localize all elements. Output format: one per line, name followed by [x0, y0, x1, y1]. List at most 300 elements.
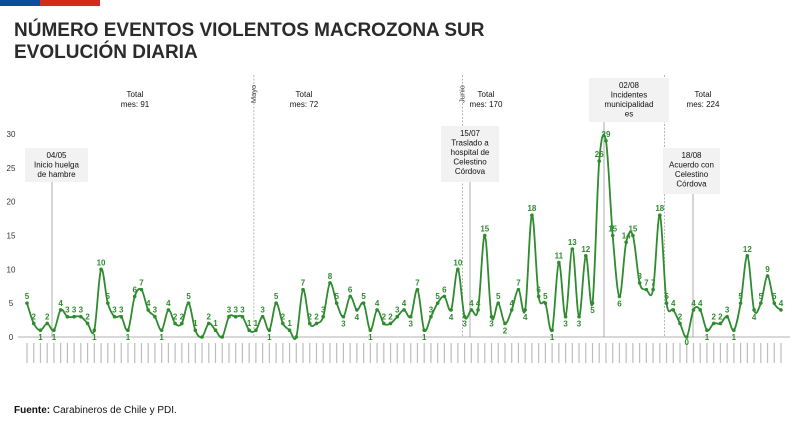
x-tick-label	[639, 343, 640, 363]
data-point	[476, 308, 480, 312]
x-tick-label	[760, 343, 761, 363]
data-point	[470, 308, 474, 312]
x-tick-label	[518, 343, 519, 363]
data-point	[456, 268, 460, 272]
x-tick-label	[733, 343, 734, 363]
annotation-text: 15/07	[459, 129, 481, 138]
data-label: 2	[718, 312, 723, 322]
data-label: 5	[186, 292, 191, 302]
x-tick-label	[80, 343, 81, 363]
x-tick-label	[289, 343, 290, 363]
data-point	[146, 308, 150, 312]
data-label: 10	[96, 258, 106, 268]
x-tick-label	[275, 343, 276, 363]
data-point	[719, 322, 723, 326]
x-tick-label	[511, 343, 512, 363]
data-point	[550, 328, 554, 332]
x-tick-label	[572, 343, 573, 363]
x-tick-label	[565, 343, 566, 363]
chart-title-line-2: EVOLUCIÓN DIARIA	[14, 42, 198, 63]
x-tick-label	[53, 343, 54, 363]
data-point	[52, 328, 56, 332]
x-tick-label	[727, 343, 728, 363]
x-tick-label	[693, 343, 694, 363]
data-point	[72, 315, 76, 319]
data-label: 5	[496, 292, 501, 302]
data-label: 2	[388, 312, 393, 322]
data-label: 4	[448, 312, 454, 322]
data-label: 0	[684, 338, 689, 347]
x-tick-label	[706, 343, 707, 363]
x-tick-label	[605, 343, 606, 363]
data-label: 13	[567, 238, 577, 248]
x-tick-label	[329, 343, 330, 363]
data-label: 1	[159, 333, 164, 343]
data-label: 5	[738, 292, 743, 302]
month-total-line-1: Total	[477, 90, 495, 99]
data-point	[133, 295, 137, 299]
data-label: 1	[213, 319, 218, 329]
data-point	[645, 288, 649, 292]
x-tick-label	[282, 343, 283, 363]
x-tick-label	[195, 343, 196, 363]
data-label: 3	[65, 305, 70, 315]
data-label: 4	[671, 298, 676, 308]
y-tick-label: 25	[6, 163, 16, 173]
data-label: 4	[401, 298, 407, 308]
data-label: 4	[475, 298, 481, 308]
data-label: 1	[246, 319, 252, 329]
data-label: 5	[772, 292, 777, 302]
x-tick-label	[161, 343, 162, 363]
x-tick-label	[652, 343, 653, 363]
x-tick-label	[397, 343, 398, 363]
x-tick-label	[188, 343, 189, 363]
data-point	[665, 301, 669, 305]
data-point	[227, 315, 231, 319]
data-point	[692, 308, 696, 312]
data-point	[281, 322, 285, 326]
x-tick-label	[538, 343, 539, 363]
x-tick-label	[296, 343, 297, 363]
x-tick-label	[774, 343, 775, 363]
data-label: 7	[415, 278, 420, 288]
annotation-text: 18/08	[681, 151, 702, 160]
x-tick-label	[632, 343, 633, 363]
data-point	[496, 301, 500, 305]
data-point	[651, 288, 655, 292]
chart-title-line-1: NÚMERO EVENTOS VIOLENTOS MACROZONA SUR	[14, 20, 485, 41]
x-tick-label	[390, 343, 391, 363]
data-point	[732, 328, 736, 332]
x-tick-label	[181, 343, 182, 363]
data-point	[328, 281, 332, 285]
x-tick-label	[626, 343, 627, 363]
annotation-text: Córdova	[454, 167, 486, 176]
data-point	[510, 308, 514, 312]
data-label: 1	[287, 319, 292, 329]
data-label: 14	[621, 231, 631, 241]
data-point	[301, 288, 305, 292]
data-label: 3	[78, 305, 84, 315]
annotation-text: Celestino	[674, 170, 709, 179]
data-point	[422, 328, 426, 332]
x-tick-label	[767, 343, 768, 363]
y-tick-label: 10	[6, 265, 16, 275]
data-label: 12	[581, 244, 591, 254]
x-tick-label	[552, 343, 553, 363]
data-label: 3	[260, 305, 265, 315]
data-point	[59, 308, 63, 312]
data-label: 7	[650, 278, 656, 288]
x-tick-label	[673, 343, 674, 363]
data-label: 3	[119, 305, 124, 315]
x-tick-label	[175, 343, 176, 363]
x-tick-label	[417, 343, 418, 363]
data-point	[591, 301, 595, 305]
data-label: 1	[421, 333, 427, 343]
data-point	[32, 322, 36, 326]
x-tick-label	[383, 343, 384, 363]
x-tick-label	[40, 343, 41, 363]
data-point	[772, 301, 776, 305]
y-tick-label: 15	[6, 231, 16, 241]
data-point	[247, 328, 251, 332]
data-label: 11	[554, 251, 564, 261]
data-point	[268, 328, 272, 332]
data-point	[638, 281, 642, 285]
data-label: 1	[51, 333, 57, 343]
x-tick-label	[148, 343, 149, 363]
x-tick-label	[316, 343, 317, 363]
data-label: 5	[758, 292, 764, 302]
x-tick-label	[356, 343, 357, 363]
data-point	[631, 234, 635, 238]
data-label: 8	[637, 271, 642, 281]
x-tick-label	[201, 343, 202, 363]
y-tick-label: 5	[8, 299, 14, 309]
data-point	[308, 322, 312, 326]
data-label: 1	[731, 333, 737, 343]
y-tick-label: 30	[6, 130, 16, 139]
data-label: 3	[462, 319, 467, 329]
data-label: 3	[341, 319, 346, 329]
annotation-text: 04/05	[46, 151, 67, 160]
x-tick-label	[26, 343, 27, 363]
data-label: 2	[502, 326, 508, 336]
x-tick-label	[249, 343, 250, 363]
x-tick-label	[376, 343, 377, 363]
data-point	[119, 315, 123, 319]
x-tick-label	[403, 343, 404, 363]
data-label: 15	[480, 224, 490, 234]
source-note	[14, 405, 177, 416]
data-label: 6	[536, 285, 541, 295]
data-point	[187, 301, 191, 305]
data-label: 2	[307, 312, 312, 322]
x-tick-label	[747, 343, 748, 363]
x-tick-label	[114, 343, 115, 363]
data-point	[584, 254, 588, 258]
data-point	[678, 322, 682, 326]
data-label: 18	[655, 204, 665, 214]
data-label: 4	[778, 298, 784, 308]
data-label: 5	[543, 292, 548, 302]
data-label: 6	[347, 285, 353, 295]
x-tick-label	[350, 343, 351, 363]
data-label: 3	[240, 305, 245, 315]
data-label: 3	[112, 305, 117, 315]
data-label: 3	[233, 305, 238, 315]
data-label: 3	[152, 305, 158, 315]
data-point	[618, 295, 622, 299]
data-label: 2	[179, 312, 185, 322]
x-tick-label	[100, 343, 101, 363]
data-point	[597, 159, 601, 163]
data-label: 1	[704, 333, 710, 343]
data-point	[160, 328, 164, 332]
x-tick-label	[491, 343, 492, 363]
data-point	[315, 322, 319, 326]
x-tick-label	[504, 343, 505, 363]
data-label: 2	[85, 312, 90, 322]
data-point	[194, 328, 198, 332]
x-tick-label	[471, 343, 472, 363]
data-label: 7	[139, 278, 144, 288]
data-label: 1	[267, 333, 272, 343]
data-point	[180, 322, 184, 326]
x-tick-label	[154, 343, 155, 363]
x-tick-label	[592, 343, 593, 363]
x-tick-label	[323, 343, 324, 363]
data-label: 6	[617, 299, 622, 309]
annotation-text: municipalidad	[604, 100, 654, 109]
data-point	[557, 261, 561, 265]
data-label: 3	[724, 305, 730, 315]
data-label: 2	[677, 312, 683, 322]
data-point	[39, 328, 43, 332]
x-tick-label	[127, 343, 128, 363]
data-label: 4	[697, 298, 703, 308]
data-point	[153, 315, 157, 319]
data-point	[483, 234, 487, 238]
x-tick-label	[713, 343, 714, 363]
data-point	[517, 288, 521, 292]
y-tick-label: 20	[6, 197, 16, 207]
data-point	[490, 315, 494, 319]
data-point	[261, 315, 265, 319]
data-label: 5	[590, 306, 595, 316]
data-point	[779, 308, 783, 312]
data-point	[214, 328, 218, 332]
data-point	[321, 315, 325, 319]
data-label: 4	[509, 298, 514, 308]
data-point	[288, 328, 292, 332]
month-total-line-2: mes: 224	[686, 100, 720, 109]
x-tick-label	[430, 343, 431, 363]
data-point	[86, 322, 90, 326]
annotation-text: Córdova	[676, 179, 707, 189]
x-tick-label	[302, 343, 303, 363]
data-label: 3	[226, 305, 232, 315]
x-tick-label	[619, 343, 620, 363]
x-tick-label	[262, 343, 263, 363]
data-point	[416, 288, 420, 292]
month-total-line-2: mes: 170	[469, 100, 503, 109]
data-point	[167, 308, 171, 312]
data-label: 2	[314, 312, 319, 322]
data-label: 15	[608, 224, 618, 234]
annotation-text: Traslado a	[451, 138, 489, 148]
data-point	[99, 268, 103, 272]
x-tick-label	[410, 343, 411, 363]
data-point	[173, 322, 177, 326]
data-label: 8	[327, 271, 333, 281]
data-label: 3	[71, 305, 77, 315]
data-point	[402, 308, 406, 312]
x-tick-label	[578, 343, 579, 363]
data-point	[375, 308, 379, 312]
data-point	[449, 308, 453, 312]
x-tick-label	[612, 343, 613, 363]
annotation-text: Acuerdo con	[669, 160, 714, 170]
x-tick-label	[74, 343, 75, 363]
data-label: 2	[44, 312, 50, 322]
data-point	[725, 315, 729, 319]
data-label: 3	[320, 305, 326, 315]
x-tick-label	[33, 343, 34, 363]
x-tick-label	[464, 343, 465, 363]
data-point	[658, 213, 662, 217]
x-tick-label	[94, 343, 95, 363]
x-tick-label	[228, 343, 229, 363]
x-tick-label	[679, 343, 680, 363]
month-total-line-1: Total	[694, 90, 712, 99]
data-label: 3	[576, 319, 582, 329]
data-label: 1	[253, 319, 259, 329]
data-label: 9	[765, 265, 770, 275]
x-tick-label	[242, 343, 243, 363]
data-point	[671, 308, 675, 312]
x-tick-label	[222, 343, 223, 363]
x-tick-label	[168, 343, 169, 363]
data-point	[436, 301, 440, 305]
data-point	[503, 322, 507, 326]
data-point	[712, 322, 716, 326]
data-label: 5	[334, 292, 339, 302]
data-point	[45, 322, 49, 326]
data-point	[25, 301, 29, 305]
data-label: 4	[166, 298, 171, 308]
annotation-text: Incidentes	[610, 90, 648, 100]
data-point	[369, 328, 373, 332]
data-point	[395, 315, 399, 319]
data-label: 2	[280, 312, 286, 322]
x-tick-label	[134, 343, 135, 363]
x-tick-label	[255, 343, 256, 363]
x-tick-label	[585, 343, 586, 363]
x-tick-label	[107, 343, 108, 363]
data-point	[140, 288, 144, 292]
data-label: 1	[193, 319, 198, 329]
x-tick-label	[525, 343, 526, 363]
data-point	[577, 315, 581, 319]
x-tick-label	[235, 343, 236, 363]
data-label: 4	[145, 298, 151, 308]
data-point	[443, 295, 447, 299]
x-tick-label	[545, 343, 546, 363]
data-point	[389, 322, 393, 326]
data-label: 4	[354, 312, 360, 322]
data-point	[294, 335, 298, 339]
data-label: 1	[38, 333, 43, 343]
x-tick-label	[599, 343, 600, 363]
x-tick-label	[498, 343, 499, 363]
data-label: 5	[361, 292, 366, 302]
data-label: 12	[742, 244, 752, 254]
data-point	[698, 308, 702, 312]
annotation-text: hospital de	[450, 148, 490, 157]
x-tick-label	[121, 343, 122, 363]
data-point	[523, 308, 527, 312]
x-tick-label	[531, 343, 532, 363]
data-point	[530, 213, 534, 217]
data-label: 29	[601, 129, 611, 139]
x-tick-label	[67, 343, 68, 363]
data-point	[66, 315, 70, 319]
data-label: 3	[489, 319, 494, 329]
data-label: 6	[132, 285, 137, 295]
y-tick-label: 0	[8, 333, 14, 342]
data-point	[739, 301, 743, 305]
data-label: 7	[516, 278, 521, 288]
data-label: 4	[691, 298, 696, 308]
data-label: 1	[549, 333, 555, 343]
data-label: 4	[522, 312, 528, 322]
x-tick-label	[47, 343, 48, 363]
data-label: 5	[24, 292, 30, 302]
x-tick-label	[336, 343, 337, 363]
x-tick-label	[444, 343, 445, 363]
data-label: 2	[206, 312, 211, 322]
x-tick-label	[269, 343, 270, 363]
source-label: Fuente:	[14, 405, 51, 416]
x-tick-label	[343, 343, 344, 363]
month-total-line-1: Total	[295, 90, 313, 99]
data-point	[355, 308, 359, 312]
data-point	[234, 315, 238, 319]
data-point	[537, 295, 541, 299]
data-point	[254, 328, 258, 332]
x-tick-label	[141, 343, 142, 363]
data-label: 1	[125, 333, 131, 343]
data-label: 3	[563, 319, 568, 329]
data-label: 7	[644, 278, 649, 288]
x-tick-label	[208, 343, 209, 363]
data-point	[409, 315, 413, 319]
data-label: 4	[374, 298, 380, 308]
x-tick-label	[666, 343, 667, 363]
data-point	[705, 328, 709, 332]
x-tick-label	[457, 343, 458, 363]
data-point	[241, 315, 245, 319]
annotation-text: Inicio huelga	[34, 160, 79, 170]
data-label: 4	[58, 298, 63, 308]
x-tick-label	[370, 343, 371, 363]
data-label: 18	[527, 204, 537, 214]
data-label: 26	[594, 150, 604, 160]
source-text: Carabineros de Chile y PDI.	[50, 405, 177, 416]
